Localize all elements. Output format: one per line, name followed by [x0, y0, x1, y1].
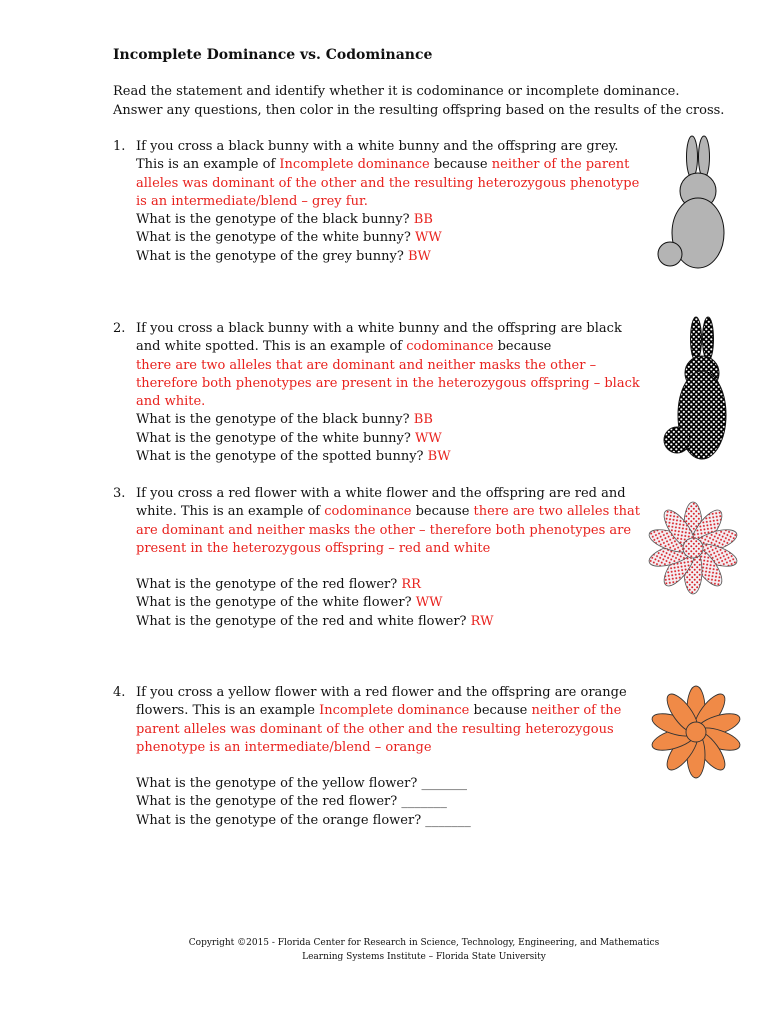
because-word: because — [469, 703, 532, 719]
genotype-answer: BW — [407, 248, 431, 264]
genotype-question-1: What is the genotype of the black bunny? BB — [136, 212, 433, 228]
question-3 — [113, 485, 643, 631]
institution-line: Learning Systems Institute – Florida State University — [302, 952, 546, 962]
question-2 — [113, 320, 643, 466]
instructions-line-1: Read the statement and identify whether it is codominance or incomplete dominance. — [113, 84, 680, 99]
answer-blank[interactable]: _______ — [401, 794, 447, 810]
answer-type: Incomplete dominance — [319, 703, 470, 719]
answer-type: codominance — [324, 504, 412, 520]
genotype-question-3: What is the genotype of the orange flower? _______ — [136, 812, 471, 828]
genotype-question-3: What is the genotype of the red and white flower? RW — [136, 613, 494, 629]
statement: If you cross a black bunny with a white bunny and the offspring are grey. This is an example of — [136, 139, 619, 173]
answer-blank[interactable]: _______ — [421, 776, 467, 792]
genotype-question-1: What is the genotype of the black bunny? BB — [136, 412, 433, 428]
red-white-flower-icon — [645, 500, 741, 596]
orange-flower-icon — [648, 684, 744, 780]
instructions — [113, 82, 733, 120]
genotype-answer: WW — [414, 430, 442, 446]
answer-reason: neither of the parent alleles was dominant of the other and the resulting heterozygous phenotype is an intermediate/blend – orange — [136, 703, 622, 755]
statement: If you cross a red flower with a white flower and the offspring are red and white. This is an example of — [136, 486, 626, 520]
genotype-question-2: What is the genotype of the white flower? WW — [136, 595, 443, 611]
because-word: because — [429, 157, 492, 173]
statement: If you cross a black bunny with a white bunny and the offspring are black and white spotted. This is an example of — [136, 321, 622, 355]
genotype-question-1: What is the genotype of the red flower? RR — [136, 577, 421, 593]
genotype-answer: RR — [401, 577, 421, 593]
grey-bunny-icon — [655, 133, 727, 273]
genotype-question-3: What is the genotype of the spotted bunny? BW — [136, 449, 451, 465]
answer-reason: neither of the parent alleles was dominant of the other and the resulting heterozygous phenotype is an intermediate/blend – grey fur. — [136, 157, 640, 209]
answer-reason: there are two alleles that are dominant and neither masks the other – therefore both phenotypes are present in the heterozygous offspring – black and white. — [136, 357, 640, 410]
because-word: because — [493, 339, 552, 355]
genotype-question-2: What is the genotype of the white bunny? WW — [136, 430, 442, 446]
question-number: 1. — [113, 139, 126, 154]
question-number: 2. — [113, 321, 126, 336]
genotype-question-2: What is the genotype of the red flower? _______ — [136, 794, 447, 810]
answer-blank[interactable]: _______ — [425, 812, 471, 828]
genotype-answer: BB — [413, 212, 433, 228]
genotype-answer: RW — [470, 613, 494, 629]
genotype-answer: WW — [414, 230, 442, 246]
spotted-bunny-icon — [660, 313, 732, 463]
instructions-line-2: Answer any questions, then color in the resulting offspring based on the results of the cross. — [113, 103, 725, 118]
page-title: Incomplete Dominance vs. Codominance — [113, 47, 433, 63]
genotype-answer: BW — [427, 449, 451, 465]
because-word: because — [411, 504, 474, 520]
answer-type: Incomplete dominance — [279, 157, 430, 173]
question-number: 4. — [113, 685, 126, 700]
statement: If you cross a yellow flower with a red flower and the offspring are orange flowers. This is an example — [136, 685, 627, 719]
genotype-answer: BB — [413, 412, 433, 428]
genotype-answer: WW — [415, 595, 443, 611]
genotype-question-2: What is the genotype of the white bunny? WW — [136, 230, 442, 246]
genotype-question-3: What is the genotype of the grey bunny? BW — [136, 248, 431, 264]
question-number: 3. — [113, 486, 126, 501]
question-4 — [113, 684, 643, 830]
copyright-line: Copyright ©2015 - Florida Center for Research in Science, Technology, Engineering, and Mathematics — [188, 938, 660, 948]
answer-type: codominance — [406, 339, 494, 355]
question-1 — [113, 138, 643, 266]
genotype-question-1: What is the genotype of the yellow flower? _______ — [136, 776, 467, 792]
answer-reason: there are two alleles that are dominant and neither masks the other – therefore both phenotypes are present in the heterozygous offspring – red and white — [136, 504, 640, 556]
